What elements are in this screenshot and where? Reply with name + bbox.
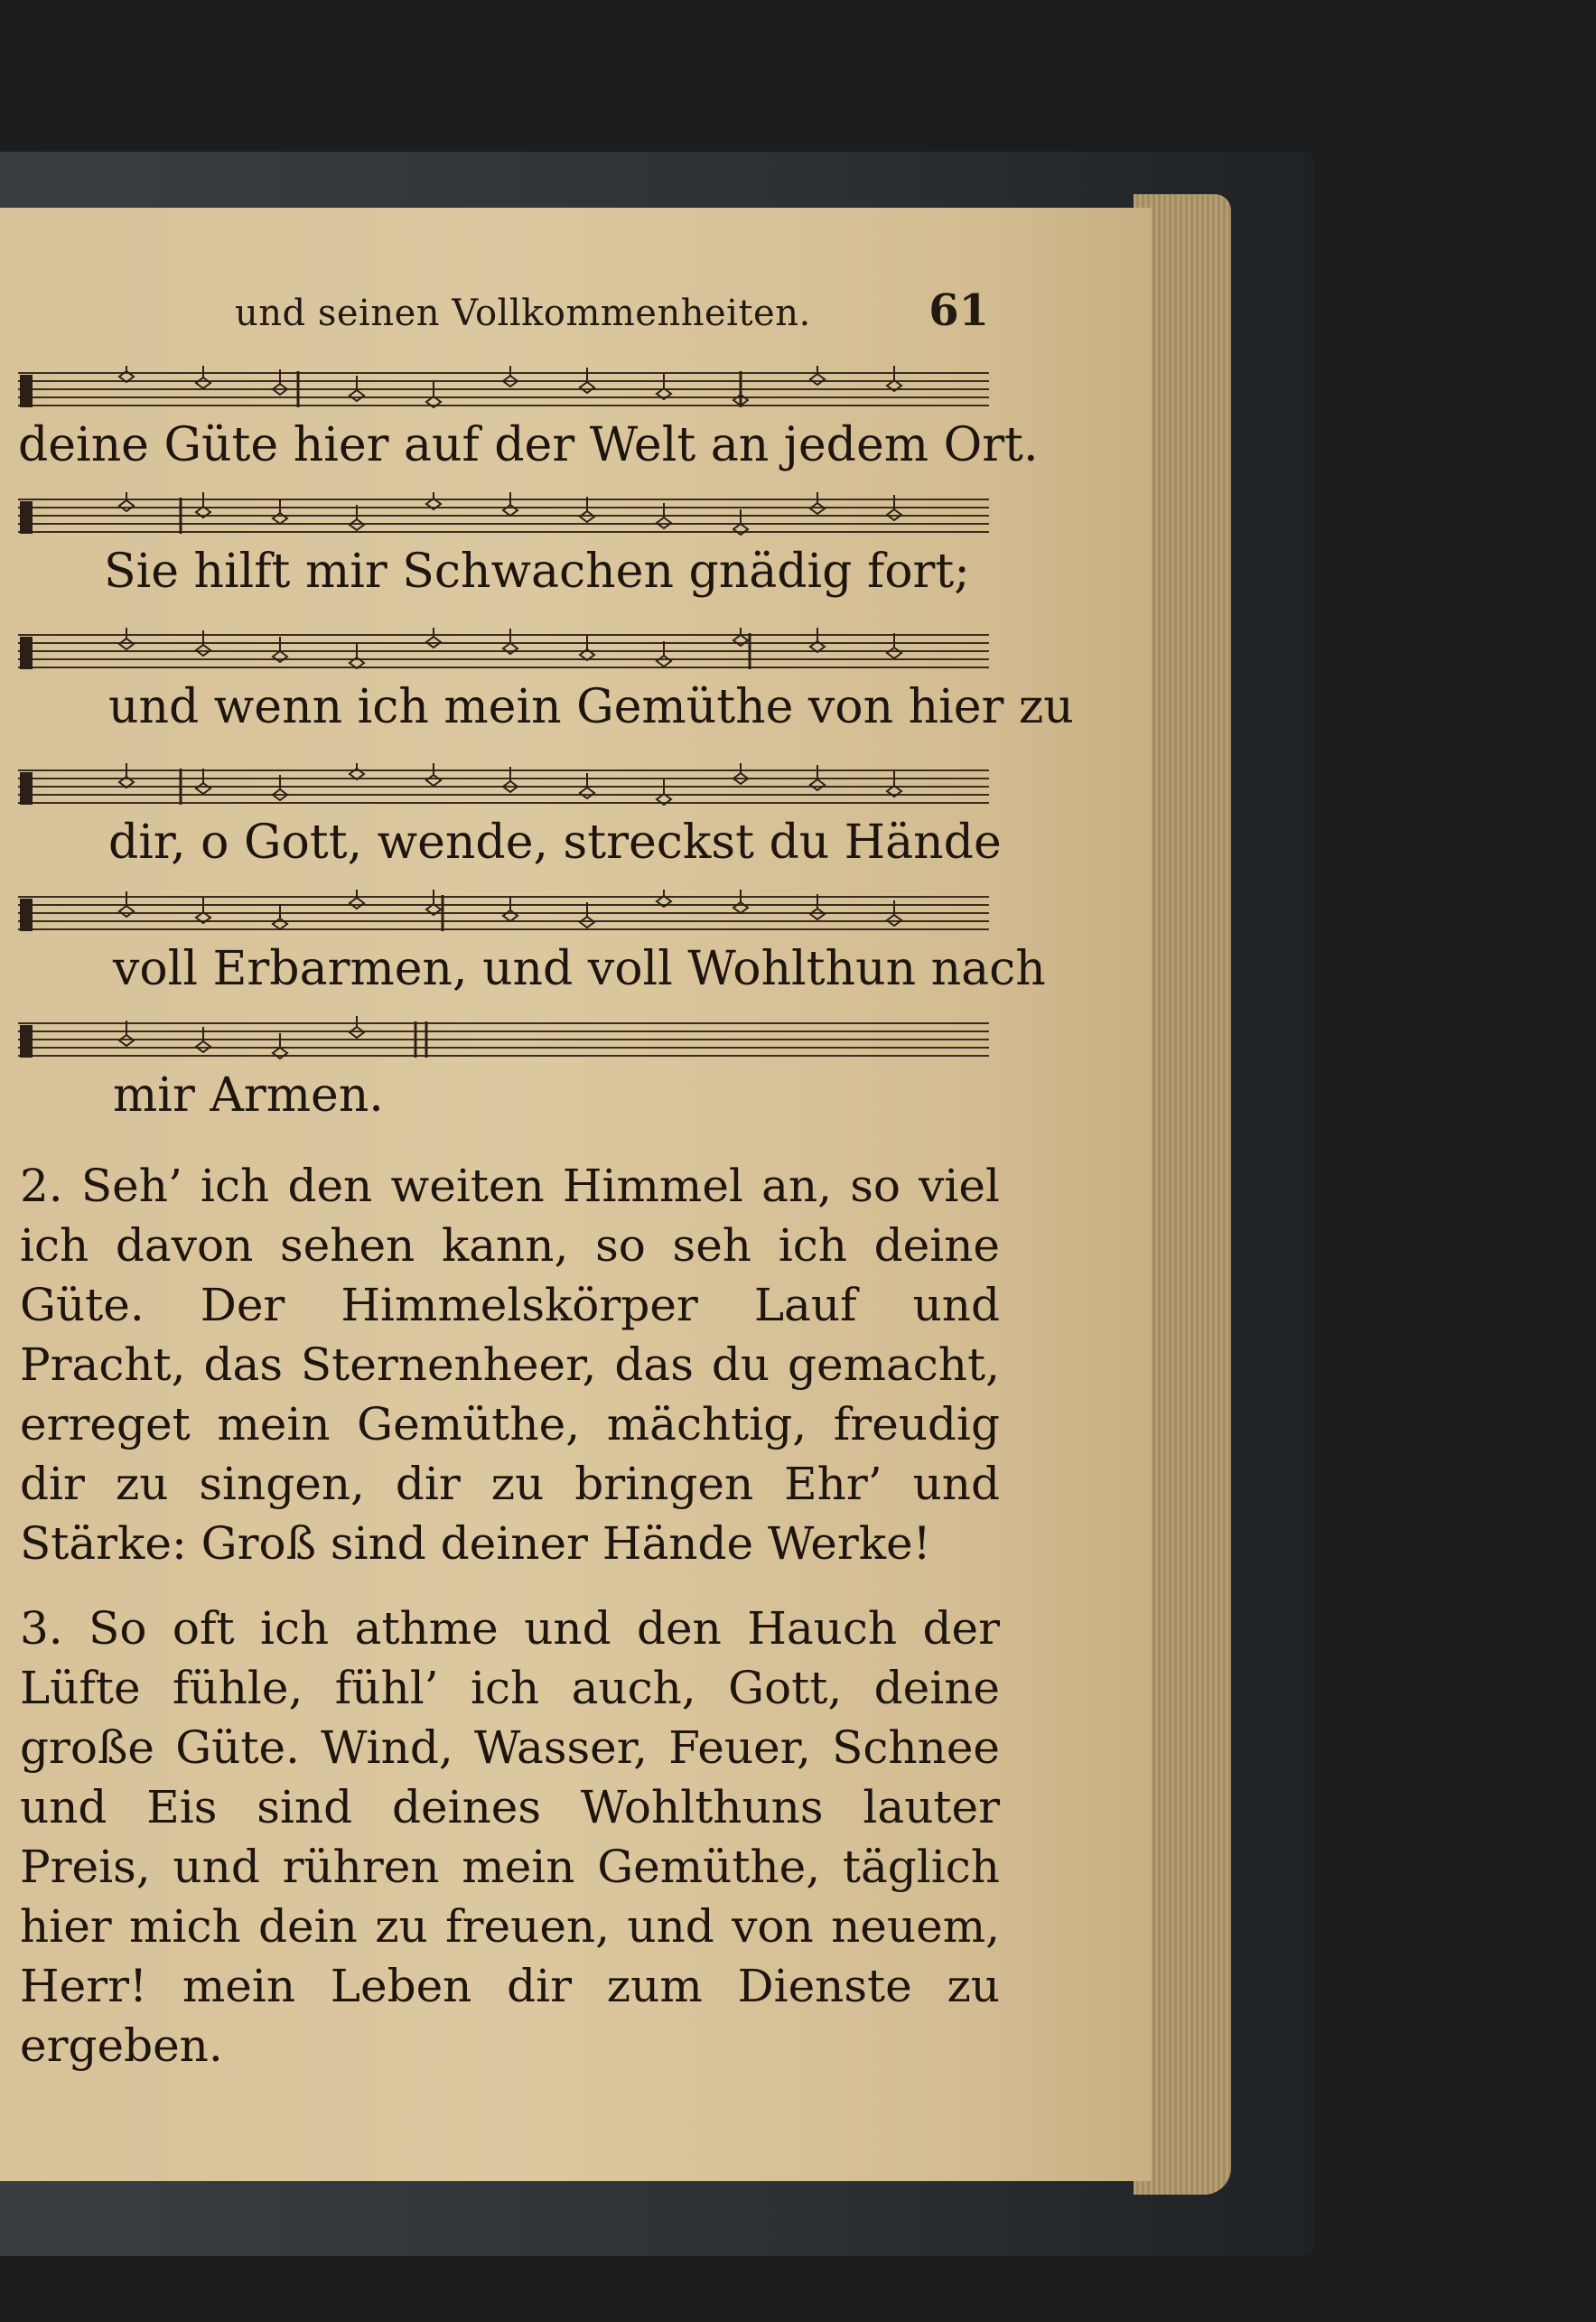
note-head [733, 635, 748, 646]
lyric-line-3: und wenn ich mein Gemüthe von hier zu [108, 680, 1074, 734]
note-head [733, 524, 748, 535]
note-head [887, 648, 901, 658]
lyric-line-6: mir Armen. [113, 1068, 384, 1123]
note-head [350, 390, 364, 401]
staff-lines [18, 1016, 989, 1070]
lyric-line-4: dir, o Gott, wende, streckst du Hände [108, 816, 1002, 870]
note-head [810, 779, 825, 790]
note-head [273, 1048, 287, 1058]
note-head [273, 919, 287, 929]
lyric-line-2: Sie hilft mir Schwachen gnädig fort; [104, 545, 970, 599]
music-staff-2 [18, 492, 989, 599]
verse-2: 2. Seh’ ich den weiten Himmel an, so viel ich davon sehen kann, so seh ich deine Güte. Der Himmelskörper Lauf und Pracht, das Sternenheer, das du gemacht, erreget mein Gemüthe, mächtig, freudig dir zu singen, dir zu bringen Ehr’ und Stärke: Groß sind deiner Hände Werke! [20, 1160, 1000, 1570]
music-staff-5 [18, 890, 1046, 996]
music-staff-6 [18, 1016, 989, 1123]
clef-mark [20, 1025, 33, 1058]
page-number: 61 [929, 285, 989, 336]
note-head [503, 643, 518, 654]
note-head [503, 505, 518, 516]
note-head [119, 906, 134, 917]
staff-lines [18, 763, 989, 817]
clef-mark [20, 501, 33, 534]
note-head [196, 378, 210, 388]
staff-lines [18, 890, 989, 944]
note-head [119, 500, 134, 511]
note-head [580, 382, 594, 393]
music-staff-4 [18, 763, 1002, 870]
note-head [503, 910, 518, 921]
staff-lines [18, 628, 989, 682]
staff-lines [18, 492, 989, 546]
clef-mark [20, 899, 33, 931]
note-head [350, 898, 364, 909]
verse-3: 3. So oft ich athme und den Hauch der Lüfte fühle, fühl’ ich auch, Gott, deine große Güte. Wind, Wasser, Feuer, Schnee und Eis sind deines Wohlthuns lauter Preis, und rühren mein Gemüthe, täglich hier mich dein zu freuen, und von neuem, Herr! mein Leben dir zum Dienste zu ergeben. [20, 1602, 1000, 2072]
note-head [426, 775, 441, 786]
staff-lines [18, 366, 989, 420]
note-head [196, 783, 210, 794]
music-staff-1 [18, 366, 1039, 472]
running-title: und seinen Vollkommenheiten. [235, 293, 811, 334]
note-head [657, 656, 671, 667]
clef-mark [20, 375, 33, 407]
note-head [273, 513, 287, 524]
note-head [810, 374, 825, 385]
music-staff-3 [18, 628, 1074, 734]
note-head [580, 788, 594, 798]
running-head [235, 285, 989, 340]
note-head [273, 651, 287, 662]
lyric-line-1: deine Güte hier auf der Welt an jedem Ort. [18, 418, 1039, 472]
clef-mark [20, 772, 33, 805]
note-head [733, 902, 748, 913]
lyric-line-5: voll Erbarmen, und voll Wohlthun nach [113, 942, 1046, 996]
clef-mark [20, 637, 33, 669]
